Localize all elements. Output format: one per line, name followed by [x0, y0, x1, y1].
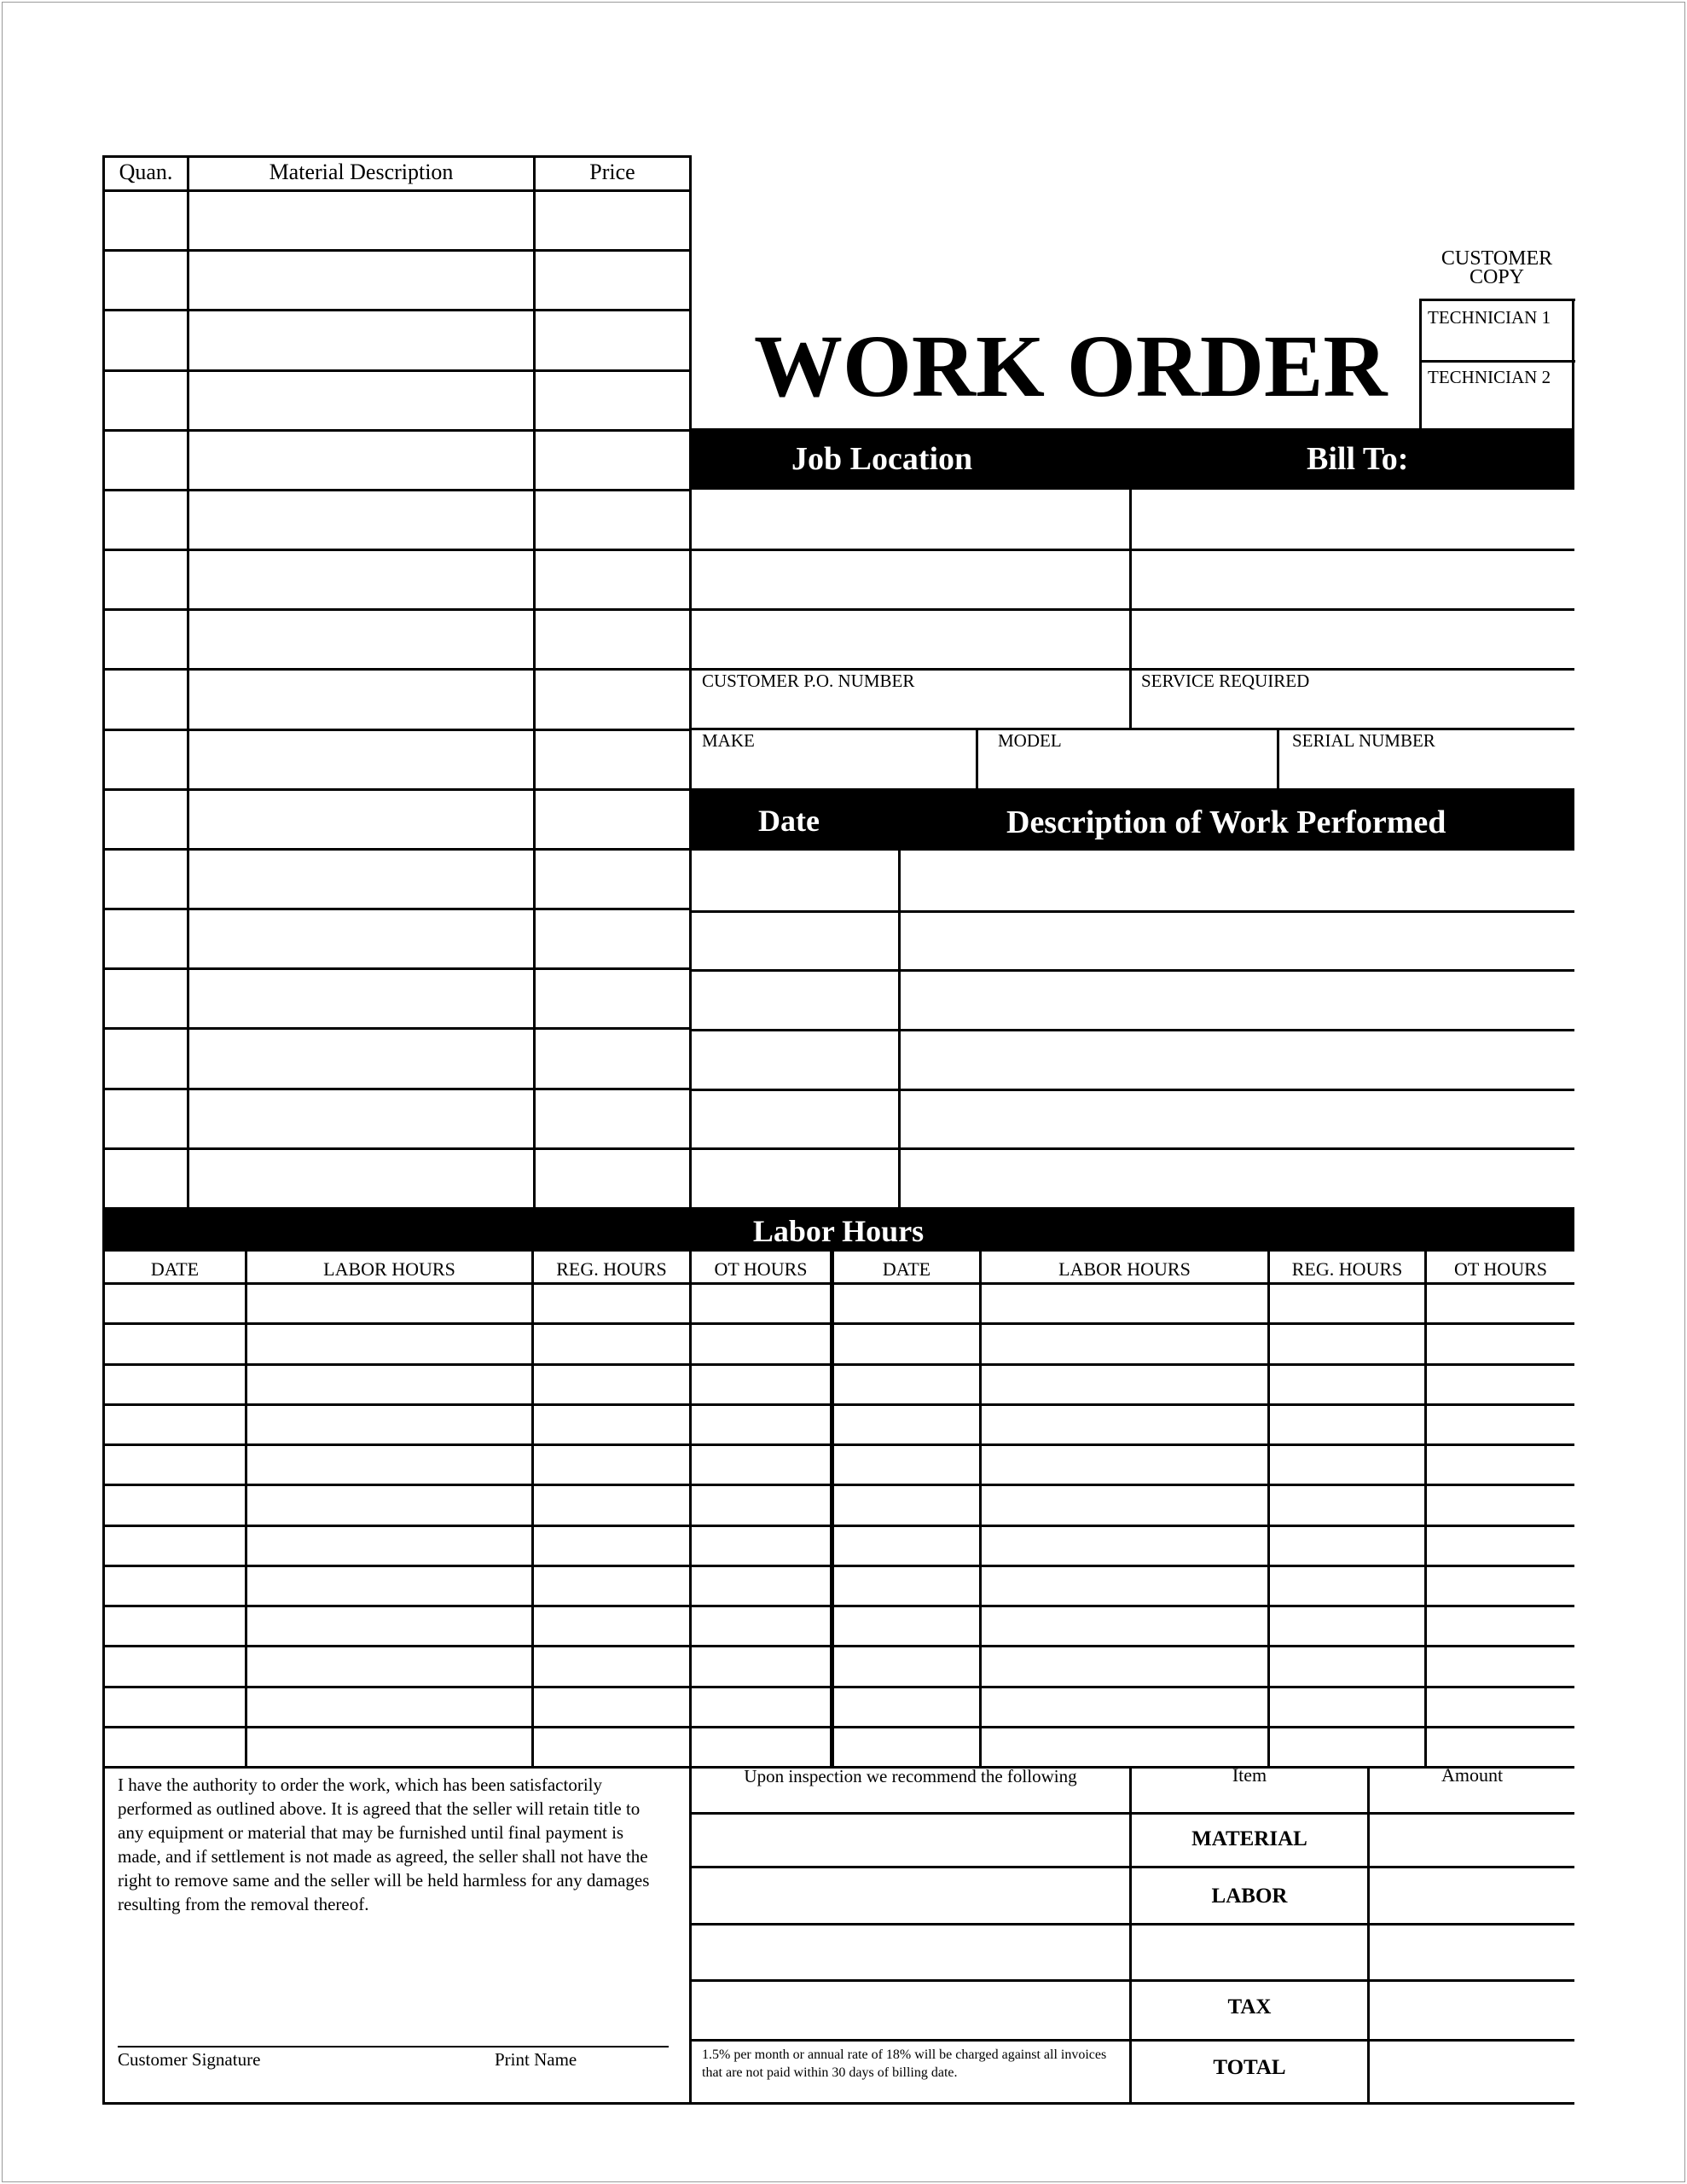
- work-date-cell[interactable]: [692, 1091, 898, 1148]
- labor-hours-cell[interactable]: [982, 1728, 1267, 1766]
- labor-date-cell[interactable]: [105, 1728, 245, 1766]
- labor-hours-cell[interactable]: [982, 1325, 1267, 1362]
- material-description-cell[interactable]: [189, 372, 533, 429]
- make-field[interactable]: [692, 730, 976, 788]
- labor-date-cell[interactable]: [834, 1366, 979, 1403]
- price-cell[interactable]: [536, 252, 689, 309]
- quantity-cell[interactable]: [105, 1090, 187, 1147]
- material-amount-field[interactable]: [1370, 1815, 1574, 1866]
- price-cell[interactable]: [536, 311, 689, 369]
- labor-amount-field[interactable]: [1370, 1868, 1574, 1923]
- material-description-cell[interactable]: [189, 611, 533, 668]
- quantity-cell[interactable]: [105, 1030, 187, 1087]
- labor-hours-cell[interactable]: [247, 1688, 531, 1726]
- customer-signature-label: Customer Signature: [118, 2049, 261, 2070]
- labor-date-cell[interactable]: [834, 1728, 979, 1766]
- quantity-cell[interactable]: [105, 491, 187, 549]
- material-description-cell[interactable]: [189, 311, 533, 369]
- price-cell[interactable]: [536, 1030, 689, 1087]
- reg-hours-cell[interactable]: [1270, 1325, 1424, 1362]
- reg-hours-cell[interactable]: [1270, 1446, 1424, 1484]
- labor-date-cell[interactable]: [105, 1325, 245, 1362]
- labor-header-ot-hours-1: OT HOURS: [714, 1258, 808, 1280]
- labor-date-cell[interactable]: [834, 1567, 979, 1605]
- reg-hours-cell[interactable]: [1270, 1688, 1424, 1726]
- labor-date-cell[interactable]: [834, 1607, 979, 1645]
- labor-date-cell[interactable]: [834, 1406, 979, 1443]
- work-description-cell[interactable]: [901, 1150, 1574, 1207]
- labor-date-cell[interactable]: [105, 1688, 245, 1726]
- technician-box-top: [1419, 299, 1575, 301]
- labor-total-label: LABOR: [1211, 1885, 1288, 1908]
- recommendation-line-1[interactable]: [692, 1815, 1129, 1866]
- quantity-cell[interactable]: [105, 970, 187, 1027]
- footer-bottom-line: [102, 2102, 1574, 2105]
- recommendation-header: Upon inspection we recommend the following: [744, 1766, 1077, 1786]
- technician-box-left: [1419, 299, 1422, 428]
- price-cell[interactable]: [536, 970, 689, 1027]
- labor-hours-cell[interactable]: [247, 1366, 531, 1403]
- price-cell[interactable]: [536, 611, 689, 668]
- bill-to-line-1[interactable]: [1132, 492, 1574, 549]
- ot-hours-cell[interactable]: [692, 1406, 830, 1443]
- technician-2-label: TECHNICIAN 2: [1428, 367, 1551, 387]
- labor-hours-cell[interactable]: [982, 1527, 1267, 1565]
- labor-hours-cell[interactable]: [982, 1607, 1267, 1645]
- labor-hours-title: Labor Hours: [752, 1214, 925, 1248]
- tax-label: TAX: [1227, 1995, 1272, 2018]
- reg-hours-cell[interactable]: [534, 1728, 689, 1766]
- labor-header-ot-hours-2: OT HOURS: [1453, 1258, 1547, 1280]
- reg-hours-cell[interactable]: [534, 1486, 689, 1524]
- job-location-line-2[interactable]: [692, 551, 1129, 608]
- labor-date-cell[interactable]: [105, 1647, 245, 1685]
- quantity-cell[interactable]: [105, 910, 187, 967]
- authority-statement: I have the authority to order the work, which has been satisfactorily performed as outlined above. It is agreed that the seller will retain title to any equipment or material that may be furnished until final payment is made, and if settlement is not made as agreed, the seller shall not have the right to remove same and the seller will be held harmless for any damages resulting from the removal thereof.: [118, 1774, 650, 1914]
- labor-date-cell[interactable]: [105, 1446, 245, 1484]
- price-cell[interactable]: [536, 551, 689, 608]
- ot-hours-cell[interactable]: [692, 1285, 830, 1322]
- price-cell[interactable]: [536, 910, 689, 967]
- total-label: TOTAL: [1213, 2056, 1286, 2079]
- ot-hours-cell[interactable]: [1427, 1607, 1574, 1645]
- quantity-cell[interactable]: [105, 192, 187, 249]
- materials-top-line: [102, 155, 692, 158]
- labor-hours-cell[interactable]: [982, 1688, 1267, 1726]
- labor-date-cell[interactable]: [105, 1567, 245, 1605]
- quantity-cell[interactable]: [105, 311, 187, 369]
- service-required-label: SERVICE REQUIRED: [1141, 671, 1310, 691]
- job-location-line-1[interactable]: [692, 492, 1129, 549]
- price-cell[interactable]: [536, 1090, 689, 1147]
- work-date-cell[interactable]: [692, 853, 898, 910]
- reg-hours-cell[interactable]: [534, 1325, 689, 1362]
- labor-hours-cell[interactable]: [247, 1728, 531, 1766]
- quantity-header: Quan.: [119, 160, 173, 184]
- labor-date-cell[interactable]: [834, 1325, 979, 1362]
- work-date-cell[interactable]: [692, 913, 898, 970]
- material-description-cell[interactable]: [189, 432, 533, 489]
- labor-date-cell[interactable]: [834, 1446, 979, 1484]
- ot-hours-cell[interactable]: [692, 1688, 830, 1726]
- amount-header: Amount: [1441, 1764, 1504, 1786]
- quantity-cell[interactable]: [105, 731, 187, 788]
- price-cell[interactable]: [536, 671, 689, 728]
- labor-hours-cell[interactable]: [982, 1285, 1267, 1322]
- labor-header-labor-hours-1: LABOR HOURS: [323, 1258, 455, 1280]
- labor-hours-cell[interactable]: [982, 1406, 1267, 1443]
- make-label: MAKE: [702, 730, 755, 751]
- price-cell[interactable]: [536, 192, 689, 249]
- ot-hours-cell[interactable]: [1427, 1325, 1574, 1362]
- price-cell[interactable]: [536, 372, 689, 429]
- labor-hours-cell[interactable]: [982, 1366, 1267, 1403]
- bill-to-line-3[interactable]: [1132, 611, 1574, 668]
- quantity-cell[interactable]: [105, 611, 187, 668]
- material-description-cell[interactable]: [189, 671, 533, 728]
- labor-hours-cell[interactable]: [247, 1325, 531, 1362]
- ot-hours-cell[interactable]: [1427, 1366, 1574, 1403]
- labor-header-reg-hours-2: REG. HOURS: [1291, 1258, 1403, 1280]
- customer-po-label: CUSTOMER P.O. NUMBER: [702, 671, 915, 691]
- material-description-header: Material Description: [269, 160, 454, 184]
- labor-header-labor-hours-2: LABOR HOURS: [1058, 1258, 1191, 1280]
- quantity-cell[interactable]: [105, 1150, 187, 1207]
- serial-number-label: SERIAL NUMBER: [1292, 730, 1435, 751]
- labor-header-reg-hours-1: REG. HOURS: [556, 1258, 667, 1280]
- price-cell[interactable]: [536, 432, 689, 489]
- work-date-cell[interactable]: [692, 1150, 898, 1207]
- customer-copy-label: [1416, 249, 1578, 287]
- quantity-cell[interactable]: [105, 851, 187, 908]
- price-cell[interactable]: [536, 851, 689, 908]
- blank-amount-field[interactable]: [1370, 1926, 1574, 1979]
- work-date-cell[interactable]: [692, 1031, 898, 1089]
- work-description-cell[interactable]: [901, 913, 1574, 970]
- price-header: Price: [589, 160, 635, 184]
- model-field[interactable]: [978, 730, 1277, 788]
- serial-number-field[interactable]: [1279, 730, 1574, 788]
- reg-hours-cell[interactable]: [1270, 1285, 1424, 1322]
- reg-hours-cell[interactable]: [1270, 1527, 1424, 1565]
- recommendation-line-3[interactable]: [692, 1926, 1129, 1979]
- work-date-cell[interactable]: [692, 972, 898, 1029]
- job-location-line-3[interactable]: [692, 611, 1129, 668]
- labor-date-cell[interactable]: [105, 1486, 245, 1524]
- ot-hours-cell[interactable]: [1427, 1285, 1574, 1322]
- ot-hours-cell[interactable]: [1427, 1688, 1574, 1726]
- reg-hours-cell[interactable]: [534, 1446, 689, 1484]
- reg-hours-cell[interactable]: [534, 1285, 689, 1322]
- work-description-cell[interactable]: [901, 853, 1574, 910]
- reg-hours-cell[interactable]: [1270, 1406, 1424, 1443]
- technician-box-divider: [1419, 360, 1575, 363]
- technician-box-right: [1572, 299, 1574, 428]
- material-description-cell[interactable]: [189, 1150, 533, 1207]
- quantity-cell[interactable]: [105, 671, 187, 728]
- signature-line: [118, 2046, 669, 2048]
- material-description-cell[interactable]: [189, 851, 533, 908]
- labor-hours-cell[interactable]: [247, 1406, 531, 1443]
- reg-hours-cell[interactable]: [1270, 1647, 1424, 1685]
- reg-hours-cell[interactable]: [1270, 1366, 1424, 1403]
- customer-copy-text: CUSTOMER COPY: [1441, 247, 1553, 288]
- work-description-cell[interactable]: [901, 972, 1574, 1029]
- ot-hours-cell[interactable]: [1427, 1647, 1574, 1685]
- reg-hours-cell[interactable]: [534, 1607, 689, 1645]
- reg-hours-cell[interactable]: [1270, 1728, 1424, 1766]
- material-description-cell[interactable]: [189, 791, 533, 848]
- ot-hours-cell[interactable]: [692, 1728, 830, 1766]
- labor-date-cell[interactable]: [834, 1486, 979, 1524]
- ot-hours-cell[interactable]: [692, 1527, 830, 1565]
- work-description-label: Description of Work Performed: [1006, 804, 1446, 840]
- ot-hours-cell[interactable]: [692, 1486, 830, 1524]
- tax-amount-field[interactable]: [1370, 1982, 1574, 2039]
- ot-hours-cell[interactable]: [1427, 1527, 1574, 1565]
- price-cell[interactable]: [536, 491, 689, 549]
- material-description-cell[interactable]: [189, 192, 533, 249]
- reg-hours-cell[interactable]: [534, 1366, 689, 1403]
- labor-header-date-2: DATE: [882, 1258, 931, 1280]
- reg-hours-cell[interactable]: [534, 1406, 689, 1443]
- labor-date-cell[interactable]: [105, 1527, 245, 1565]
- labor-hours-cell[interactable]: [982, 1446, 1267, 1484]
- footer-divider: [1129, 1766, 1132, 2105]
- price-cell[interactable]: [536, 731, 689, 788]
- ot-hours-cell[interactable]: [1427, 1567, 1574, 1605]
- model-label: MODEL: [998, 730, 1062, 751]
- ot-hours-cell[interactable]: [692, 1647, 830, 1685]
- reg-hours-cell[interactable]: [534, 1647, 689, 1685]
- labor-hours-cell[interactable]: [247, 1486, 531, 1524]
- quantity-cell[interactable]: [105, 551, 187, 608]
- quantity-cell[interactable]: [105, 252, 187, 309]
- labor-date-cell[interactable]: [834, 1647, 979, 1685]
- labor-date-cell[interactable]: [105, 1406, 245, 1443]
- finance-charge-note: 1.5% per month or annual rate of 18% will be charged against all invoices that are not paid within 30 days of billing date.: [702, 2048, 1107, 2080]
- recommendation-line-4[interactable]: [692, 1982, 1129, 2039]
- labor-date-cell[interactable]: [834, 1527, 979, 1565]
- labor-hours-cell[interactable]: [982, 1567, 1267, 1605]
- material-description-cell[interactable]: [189, 491, 533, 549]
- ot-hours-cell[interactable]: [1427, 1728, 1574, 1766]
- reg-hours-cell[interactable]: [534, 1688, 689, 1726]
- labor-hours-cell[interactable]: [247, 1607, 531, 1645]
- price-cell[interactable]: [536, 1150, 689, 1207]
- material-description-cell[interactable]: [189, 1030, 533, 1087]
- reg-hours-cell[interactable]: [1270, 1567, 1424, 1605]
- ot-hours-cell[interactable]: [1427, 1406, 1574, 1443]
- page-title: WORK ORDER: [754, 317, 1388, 415]
- material-description-cell[interactable]: [189, 910, 533, 967]
- reg-hours-cell[interactable]: [534, 1527, 689, 1565]
- ot-hours-cell[interactable]: [692, 1446, 830, 1484]
- labor-date-cell[interactable]: [105, 1285, 245, 1322]
- material-description-cell[interactable]: [189, 970, 533, 1027]
- reg-hours-cell[interactable]: [1270, 1486, 1424, 1524]
- material-description-cell[interactable]: [189, 731, 533, 788]
- labor-hours-cell[interactable]: [247, 1527, 531, 1565]
- quantity-cell[interactable]: [105, 791, 187, 848]
- material-description-cell[interactable]: [189, 551, 533, 608]
- ot-hours-cell[interactable]: [692, 1325, 830, 1362]
- labor-hours-cell[interactable]: [982, 1486, 1267, 1524]
- reg-hours-cell[interactable]: [1270, 1607, 1424, 1645]
- price-cell[interactable]: [536, 791, 689, 848]
- customer-po-field[interactable]: [692, 671, 1129, 728]
- service-required-field[interactable]: [1132, 671, 1574, 728]
- labor-date-cell[interactable]: [105, 1366, 245, 1403]
- material-total-label: MATERIAL: [1191, 1827, 1307, 1850]
- labor-date-cell[interactable]: [834, 1285, 979, 1322]
- bill-to-line-2[interactable]: [1132, 551, 1574, 608]
- labor-hours-cell[interactable]: [247, 1285, 531, 1322]
- recommendation-line-2[interactable]: [692, 1868, 1129, 1923]
- total-amount-field[interactable]: [1370, 2042, 1574, 2102]
- quantity-cell[interactable]: [105, 432, 187, 489]
- signature-field[interactable]: [118, 1988, 669, 2044]
- work-date-label: Date: [758, 804, 820, 838]
- job-location-label: Job Location: [791, 441, 973, 477]
- labor-hours-cell[interactable]: [247, 1567, 531, 1605]
- bill-to-label: Bill To:: [1307, 441, 1409, 477]
- technician-1-label: TECHNICIAN 1: [1428, 307, 1551, 328]
- ot-hours-cell[interactable]: [692, 1366, 830, 1403]
- work-description-cell[interactable]: [901, 1031, 1574, 1089]
- labor-date-cell[interactable]: [105, 1607, 245, 1645]
- ot-hours-cell[interactable]: [1427, 1446, 1574, 1484]
- work-description-cell[interactable]: [901, 1091, 1574, 1148]
- material-description-cell[interactable]: [189, 1090, 533, 1147]
- labor-header-date-1: DATE: [150, 1258, 200, 1280]
- quantity-cell[interactable]: [105, 372, 187, 429]
- labor-hours-cell[interactable]: [247, 1446, 531, 1484]
- reg-hours-cell[interactable]: [534, 1567, 689, 1605]
- print-name-label: Print Name: [495, 2049, 577, 2070]
- labor-date-cell[interactable]: [834, 1688, 979, 1726]
- labor-hours-cell[interactable]: [982, 1647, 1267, 1685]
- labor-hours-cell[interactable]: [247, 1647, 531, 1685]
- item-header: Item: [1232, 1764, 1267, 1786]
- material-description-cell[interactable]: [189, 252, 533, 309]
- ot-hours-cell[interactable]: [692, 1607, 830, 1645]
- ot-hours-cell[interactable]: [692, 1567, 830, 1605]
- ot-hours-cell[interactable]: [1427, 1486, 1574, 1524]
